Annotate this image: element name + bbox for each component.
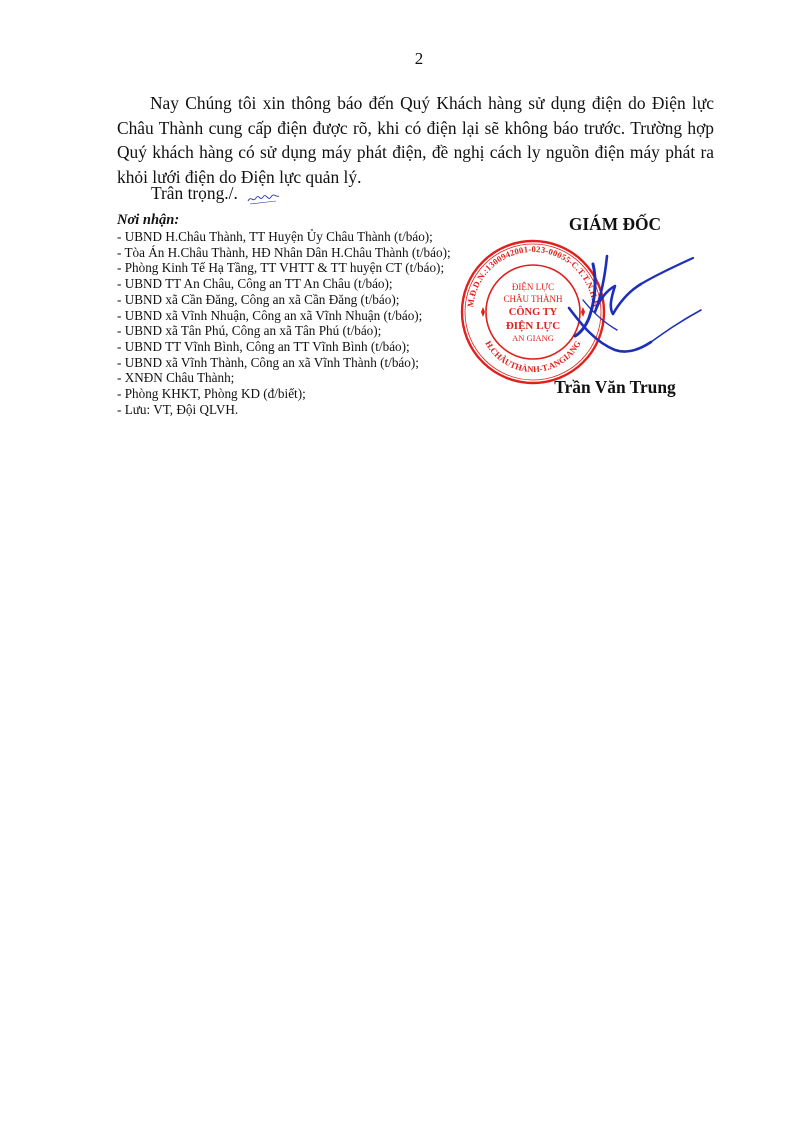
recipient-item: - UBND TT Vĩnh Bình, Công an TT Vĩnh Bình (t/báo); (117, 338, 410, 354)
recipient-item: - UBND xã Vĩnh Nhuận, Công an xã Vĩnh Nhuận (t/báo); (117, 307, 423, 323)
stamp-ring-top-text: M.Đ.D.N.:1300942001-023-00055-C.T.T.N.H.H (465, 243, 601, 308)
recipient-item: - Tòa Án H.Châu Thành, HĐ Nhân Dân H.Châu Thành (t/báo); (117, 244, 451, 260)
recipient-item: - Lưu: VT, Đội QLVH. (117, 401, 239, 417)
handwritten-signature (555, 246, 705, 371)
recipient-item: - UBND xã Cần Đăng, Công an xã Cần Đăng (t/báo); (117, 291, 400, 307)
stamp-ring-bottom-text: H.CHÂUTHÀNH-T.ANGIANG (483, 338, 583, 375)
recipient-item: - Phòng KHKT, Phòng KD (đ/biết); (117, 386, 306, 402)
stamp-center-line: ĐIỆN LỰC (511, 282, 555, 292)
stamp-center-line: CÔNG TY (508, 307, 558, 318)
recipient-item: - Phòng Kinh Tế Hạ Tầng, TT VHTT & TT huyện CT (t/báo); (117, 260, 445, 276)
recipient-item: - UBND TT An Châu, Công an TT An Châu (t/báo); (117, 276, 393, 292)
stamp-center-line: AN GIANG (512, 333, 554, 343)
recipient-item: - UBND xã Tân Phú, Công an xã Tân Phú (t/báo); (117, 323, 382, 339)
recipient-item: - UBND H.Châu Thành, TT Huyện Ủy Châu Thành (t/báo); (117, 229, 433, 244)
recipient-item: - XNĐN Châu Thành; (117, 370, 235, 386)
recipients-block (117, 212, 451, 417)
signer-name: Trần Văn Trung (554, 377, 676, 397)
page-number: 2 (414, 49, 424, 68)
recipients-list (117, 229, 451, 417)
notice-paragraph: Nay Chúng tôi xin thông báo đến Quý Khách hàng sử dụng điện do Điện lực Châu Thành cung cấp điện được rõ, khi có điện lại sẽ không báo trước. Trường hợp Quý khách hàng có sử dụng máy phát điện, đề nghị cách ly nguồn điện máy phát ra khỏi lưới điện do Điện lực quản lý. (117, 93, 714, 187)
initial-mark (246, 192, 280, 206)
stamp-center-line: ĐIỆN LỰC (505, 320, 561, 332)
signer-title: GIÁM ĐỐC (568, 214, 662, 234)
closing-text: Trân trọng./. (151, 183, 238, 203)
recipient-item: - UBND xã Vĩnh Thành, Công an xã Vĩnh Thành (t/báo); (117, 354, 419, 370)
stamp-center-line: CHÂU THÀNH (503, 294, 563, 304)
recipients-title: Nơi nhận: (117, 212, 180, 228)
